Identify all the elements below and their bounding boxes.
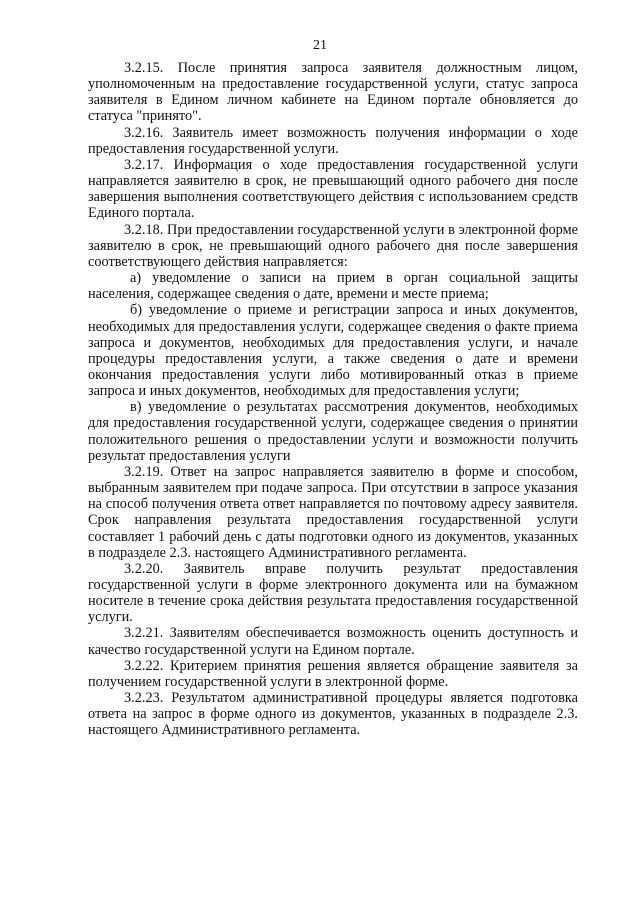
page-number: 21 <box>313 38 327 53</box>
paragraph-3-2-17: 3.2.17. Информация о ходе предоставления государственной услуги направляется заявителю в срок, не превышающий одного рабочего дня после завершения выполнения соответствующего действия с использованием средств Единого портала. <box>88 156 578 222</box>
paragraph-3-2-20: 3.2.20. Заявитель вправе получить результат предоставления государственной услуги в форме электронного документа или на бумажном носителе в течение срока действия результата предоставления государственной услуги. <box>88 560 578 626</box>
paragraph-3-2-22: 3.2.22. Критерием принятия решения является обращение заявителя за получением государственной услуги в электронной форме. <box>88 657 578 690</box>
paragraph-3-2-16: 3.2.16. Заявитель имеет возможность получения информации о ходе предоставления государственной услуги. <box>88 124 578 157</box>
list-item-a: а) уведомление о записи на прием в орган социальной защиты населения, содержащее сведения о дате, времени и месте приема; <box>88 270 578 303</box>
paragraph-3-2-18: 3.2.18. При предоставлении государственной услуги в электронной форме заявителю в срок, не превышающий одного рабочего дня после завершения соответствующего действия направляется: <box>88 221 578 270</box>
list-item-v: в) уведомление о результатах рассмотрения документов, необходимых для предоставления государственной услуги, содержащее сведения о принятии положительного решения о предоставлении услуги и возможности получить результат предоставления услуги <box>88 399 578 464</box>
paragraph-3-2-23: 3.2.23. Результатом административной процедуры является подготовка ответа на запрос в форме одного из документов, указанных в подразделе 2.3. настоящего Административного регламента. <box>88 690 578 739</box>
document-body <box>88 60 578 739</box>
paragraph-3-2-19: 3.2.19. Ответ на запрос направляется заявителю в форме и способом, выбранным заявителем при подаче запроса. При отсутствии в запросе указания на способ получения ответа ответ направляется по почтовому адресу заявителя. Срок направления результата предоставления государственной услуги составляет 1 рабочий день с даты подготовки одного из документов, указанных в подразделе 2.3. настоящего Административного регламента. <box>88 463 578 561</box>
paragraph-3-2-15: 3.2.15. После принятия запроса заявителя должностным лицом, уполномоченным на предоставление государственной услуги, статус запроса заявителя в Едином личном кабинете на Едином портале обновляется до статуса "принято". <box>88 60 578 125</box>
paragraph-3-2-21: 3.2.21. Заявителям обеспечивается возможность оценить доступность и качество государственной услуги на Едином портале. <box>88 625 578 658</box>
list-item-b: б) уведомление о приеме и регистрации запроса и иных документов, необходимых для предоставления услуги, содержащее сведения о факте приема запроса и документов, необходимых для предоставления услуги, и начале процедуры предоставления услуги, а также сведения о дате и времени окончания предоставления услуги либо мотивированный отказ в приеме запроса и иных документов, необходимых для предоставления услуги; <box>88 302 578 400</box>
